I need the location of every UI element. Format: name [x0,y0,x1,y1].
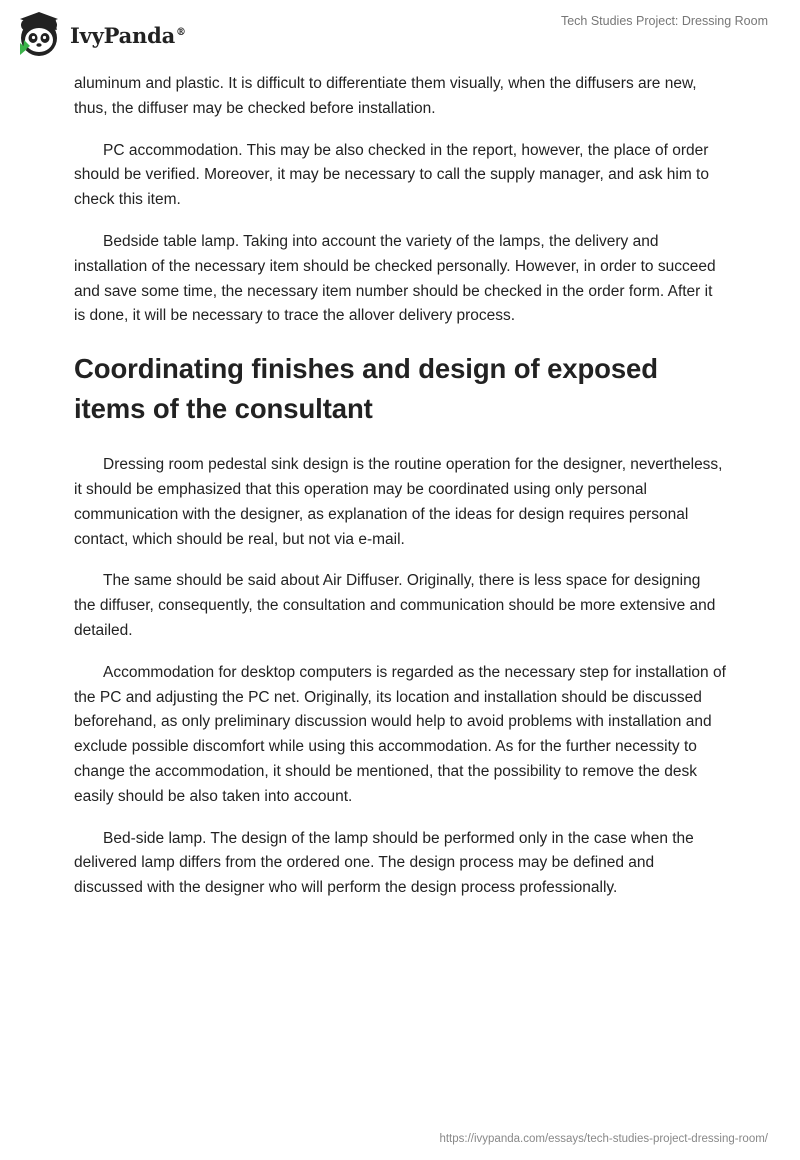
paragraph: Bed-side lamp. The design of the lamp should be performed only in the case when the delivered lamp differs from the ordered one. The design process may be defined and discussed with the designer who will perform the design process professionally. [74,829,694,897]
paragraph: The same should be said about Air Diffuser. Originally, there is less space for designing the diffuser, consequently, the consultation and communication should be more extensive and detailed. [74,572,716,639]
paragraph: Accommodation for desktop computers is regarded as the necessary step for installation of the PC and adjusting the PC net. Originally, its location and installation should be discussed beforehand, as only preliminary discussion would help to avoid problems with installation and exclude possible discomfort while using this accommodation. As for the further necessity to change the accommodation, it should be mentioned, that the possibility to remove the desk easily should be also taken into account. [74,663,726,805]
paragraph: PC accommodation. This may be also checked in the report, however, the place of order should be verified. Moreover, it may be necessary to call the supply manager, and ask him to check this item. [74,141,709,209]
section-heading: Coordinating finishes and design of exposed items of the consultant [74,353,658,425]
paragraph: aluminum and plastic. It is difficult to differentiate them visually, when the diffusers are new, thus, the diffuser may be checked before installation. [74,75,697,117]
document-title: Tech Studies Project: Dressing Room [560,14,768,28]
panda-logo-icon [14,9,64,59]
brand-name: IvyPanda® [70,22,186,48]
paragraph: Bedside table lamp. Taking into account the variety of the lamps, the delivery and installation of the necessary item should be checked personally. However, in order to succeed and save some time, the necessary item number should be checked in the order form. After it is done, it will be necessary to trace the allover delivery process. [74,232,716,325]
page-header [0,0,800,70]
paragraph: Dressing room pedestal sink design is the routine operation for the designer, nevertheless, it should be emphasized that this operation may be coordinated using only personal communication with the designer, as explanation of the ideas for design requires personal contact, which should be real, but not via e-mail. [74,456,723,548]
essay-content [74,72,726,918]
brand-logo[interactable] [14,9,186,59]
source-url-link[interactable]: https://ivypanda.com/essays/tech-studies-project-dressing-room/ [439,1133,768,1145]
